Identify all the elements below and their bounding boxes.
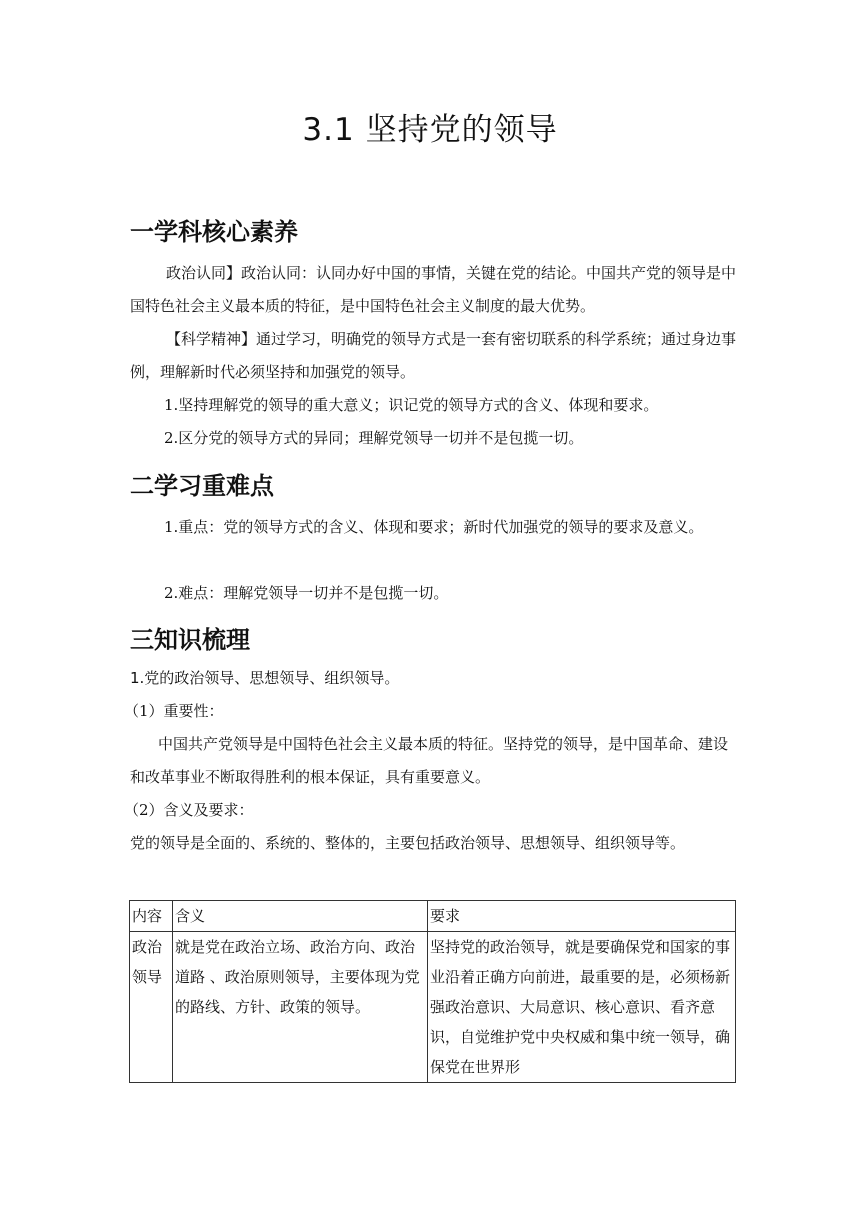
section-heading-knowledge: 三知识梳理 [130, 626, 250, 654]
table-cell-meaning: 就是党在政治立场、政治方向、政治道路 、政治原则领导，主要体现为党的路线、方针、政策的领导。 [173, 932, 428, 1083]
table-cell-requirement: 坚持党的政治领导，就是要确保党和国家的事业沿着正确方向前进，最重要的是，必须杨新强政治意识、大局意识、核心意识、看齐意识，自觉维护党中央权威和集中统一领导，确保党在世界形 [428, 932, 736, 1083]
paragraph-meaning: 党的领导是全面的、系统的、整体的，主要包括政治领导、思想领导、组织领导等。 [130, 834, 686, 852]
table-header-requirement: 要求 [428, 901, 736, 932]
page-title: 3.1 坚持党的领导 [302, 112, 558, 148]
leadership-table [129, 900, 736, 1083]
paragraph-scientific-spirit: 【科学精神】通过学习，明确党的领导方式是一套有密切联系的科学系统；通过身边事例，理解新时代必须坚持和加强党的领导。 [130, 330, 737, 381]
paragraph-political-identity: 政治认同】政治认同：认同办好中国的事情，关键在党的结论。中国共产党的领导是中国特色社会主义最本质的特征，是中国特色社会主义制度的最大优势。 [130, 264, 737, 315]
table-cell-content: 政治领导 [130, 932, 173, 1083]
table-row [130, 932, 736, 1083]
paragraph-goal-2: 2.区分党的领导方式的异同；理解党领导一切并不是包揽一切。 [164, 429, 584, 447]
paragraph-key-point: 1.重点：党的领导方式的含义、体现和要求；新时代加强党的领导的要求及意义。 [164, 518, 704, 536]
knowledge-item-1: 1.党的政治领导、思想领导、组织领导。 [130, 669, 400, 687]
sub-heading-importance: （1）重要性： [124, 702, 224, 720]
paragraph-difficult-point: 2.难点：理解党领导一切并不是包揽一切。 [164, 584, 449, 602]
table-header-content: 内容 [130, 901, 173, 932]
table-header-meaning: 含义 [173, 901, 428, 932]
table-header-row [130, 901, 736, 932]
section-heading-core-literacy: 一学科核心素养 [130, 218, 298, 246]
paragraph-goal-1: 1.坚持理解党的领导的重大意义；识记党的领导方式的含义、体现和要求。 [164, 396, 659, 414]
sub-heading-meaning: （2）含义及要求： [124, 801, 254, 819]
paragraph-importance: 中国共产党领导是中国特色社会主义最本质的特征。坚持党的领导，是中国革命、建设和改革事业不断取得胜利的根本保证，具有重要意义。 [130, 735, 729, 786]
section-heading-key-points: 二学习重难点 [130, 472, 274, 500]
